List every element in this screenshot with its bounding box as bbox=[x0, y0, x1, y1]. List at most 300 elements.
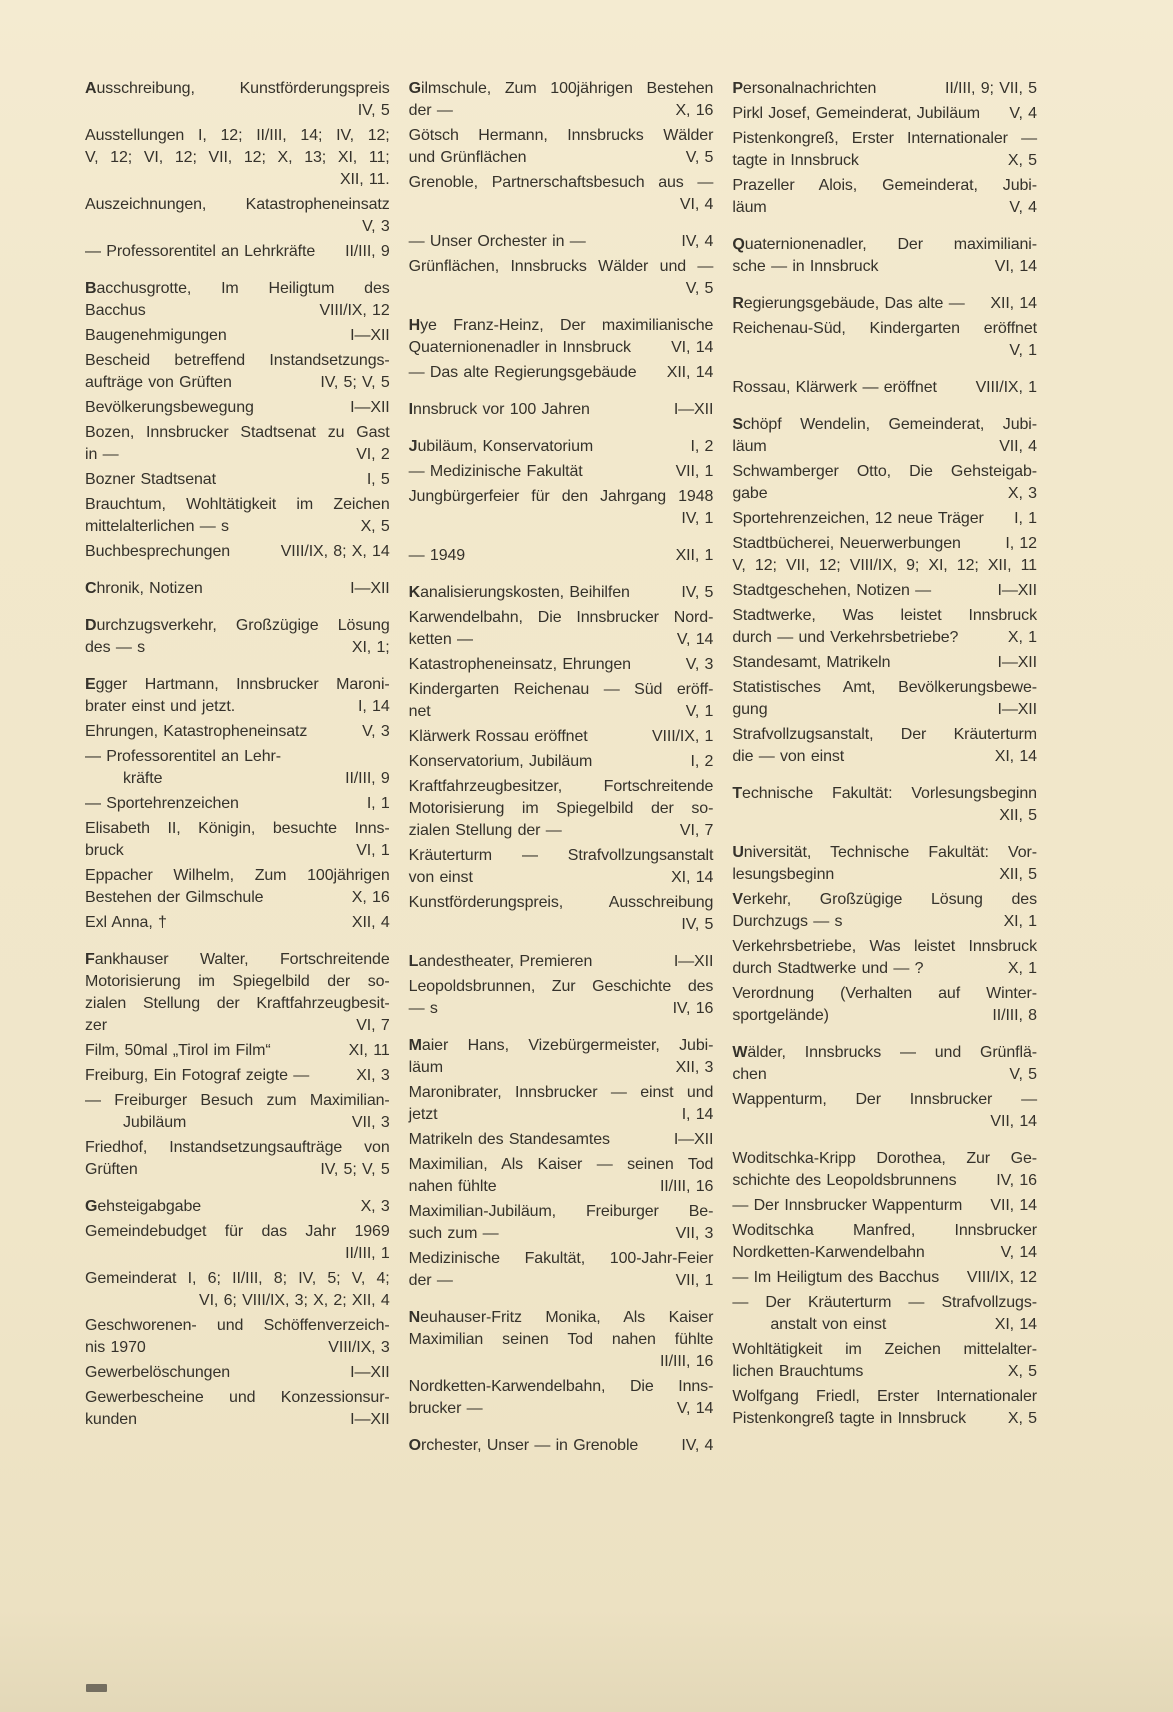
index-entry bbox=[732, 983, 1037, 1027]
entry-text: bruck bbox=[85, 842, 124, 859]
entry-line bbox=[409, 1435, 714, 1457]
index-entry bbox=[409, 1035, 714, 1079]
entry-text: Motorisierung im Spiegelbild der so- bbox=[85, 973, 390, 990]
entry-line bbox=[85, 516, 390, 538]
entry-text: Jungbürgerfeier für den Jahrgang 1948 bbox=[408, 488, 714, 505]
entry-text: brater einst und jetzt. bbox=[85, 698, 236, 715]
entry-text: Maximilian, Als Kaiser — seinen Tod bbox=[408, 1156, 714, 1173]
page-ref: IV, 5; V, 5 bbox=[320, 374, 390, 391]
entry-text: Maximilian-Jubiläum, Freiburger Be- bbox=[408, 1203, 714, 1220]
page-ref: VII, 3 bbox=[675, 1225, 714, 1242]
index-entry bbox=[409, 951, 714, 973]
entry-line bbox=[409, 545, 714, 567]
entry-line bbox=[85, 1040, 390, 1062]
index-entry bbox=[85, 674, 390, 718]
entry-line bbox=[409, 1057, 714, 1079]
entry-text: Bozner Stadtsenat bbox=[85, 471, 216, 488]
page-ref: XII, 3 bbox=[675, 1059, 714, 1076]
index-entry bbox=[732, 1292, 1037, 1336]
index-column-3 bbox=[732, 78, 1037, 1457]
entry-text: Gewerbelöschungen bbox=[85, 1364, 231, 1381]
entry-line bbox=[732, 103, 1037, 125]
entry-text: tagte in Innsbruck bbox=[732, 152, 859, 169]
group-lead-letter: K bbox=[408, 584, 421, 601]
page-ref: X, 5 bbox=[1007, 1410, 1037, 1427]
entry-text: Schöpf Wendelin, Gemeinderat, Jubi- bbox=[732, 416, 1037, 433]
entry-line bbox=[409, 231, 714, 253]
group-lead-letter: B bbox=[85, 280, 97, 297]
page-ref: V, 1 bbox=[685, 703, 714, 720]
index-entry bbox=[409, 726, 714, 748]
entry-line bbox=[85, 887, 390, 909]
entry-text: zialen Stellung der Kraftfahrzeugbesit- bbox=[85, 995, 390, 1012]
entry-text: läum bbox=[732, 438, 767, 455]
entry-text: Chronik, Notizen bbox=[85, 580, 203, 597]
page-ref: X, 16 bbox=[675, 102, 714, 119]
index-entry bbox=[85, 1196, 390, 1218]
index-entry bbox=[409, 1129, 714, 1151]
entry-text: Pistenkongreß tagte in Innsbruck bbox=[732, 1410, 967, 1427]
index-entry bbox=[732, 293, 1037, 315]
index-entry bbox=[85, 1040, 390, 1062]
page-ref: XII, 5 bbox=[999, 807, 1037, 824]
page-ref: XII, 4 bbox=[351, 914, 390, 931]
page-ref: XII, 14 bbox=[990, 295, 1037, 312]
group-lead-letter: F bbox=[85, 951, 95, 968]
entry-line bbox=[409, 582, 714, 604]
group-lead-letter: R bbox=[732, 295, 744, 312]
entry-text: Elisabeth II, Königin, besuchte Inns- bbox=[85, 820, 390, 837]
index-entry bbox=[85, 1268, 390, 1312]
entry-text: Leopoldsbrunnen, Zur Geschichte des bbox=[408, 978, 714, 995]
entry-text: schichte des Leopoldsbrunnens bbox=[732, 1172, 957, 1189]
entry-line bbox=[732, 746, 1037, 768]
index-entry bbox=[409, 1435, 714, 1457]
entry-text: Bescheid betreffend Instandsetzungs- bbox=[85, 352, 390, 369]
page-ref: V, 5 bbox=[1009, 1066, 1037, 1083]
page-ref: VI, 2 bbox=[356, 446, 390, 463]
entry-line bbox=[409, 1223, 714, 1245]
index-entry bbox=[85, 350, 390, 394]
index-entry bbox=[732, 78, 1037, 100]
entry-text: Bestehen der Gilmschule bbox=[85, 889, 264, 906]
index-entry bbox=[85, 125, 390, 191]
page-ref: I, 1 bbox=[366, 795, 390, 812]
index-entry bbox=[85, 397, 390, 419]
entry-line bbox=[85, 696, 390, 718]
index-entry bbox=[409, 1248, 714, 1292]
page-ref: IV, 5 bbox=[681, 584, 714, 601]
page-ref: IV, 4 bbox=[681, 1437, 714, 1454]
entry-text: durch — und Verkehrsbetriebe? bbox=[732, 629, 959, 646]
entry-text: in — bbox=[85, 446, 119, 463]
page-ref: XI, 3 bbox=[356, 1067, 390, 1084]
entry-line bbox=[85, 1196, 390, 1218]
entry-line bbox=[85, 578, 390, 600]
index-entry bbox=[732, 605, 1037, 649]
index-columns bbox=[85, 78, 1037, 1457]
entry-line bbox=[732, 483, 1037, 505]
page-ref: V, 5 bbox=[685, 149, 714, 166]
entry-text: Orchester, Unser — in Grenoble bbox=[408, 1437, 639, 1454]
page-ref: VI, 7 bbox=[356, 1017, 390, 1034]
index-entry bbox=[85, 615, 390, 659]
page-ref: V, 4 bbox=[1009, 199, 1037, 216]
page-ref: VII, 3 bbox=[351, 1114, 390, 1131]
entry-text: Quaternionenadler, Der maximiliani- bbox=[732, 236, 1037, 253]
page-ref: IV, 5 bbox=[357, 102, 390, 119]
group-lead-letter: C bbox=[85, 580, 97, 597]
entry-text: Quaternionenadler in Innsbruck bbox=[408, 339, 631, 356]
entry-line bbox=[409, 998, 714, 1020]
entry-text: Eppacher Wilhelm, Zum 100jährigen bbox=[85, 867, 390, 884]
index-entry bbox=[732, 377, 1037, 399]
index-entry bbox=[409, 679, 714, 723]
page-ref: I, 14 bbox=[681, 1106, 714, 1123]
group-lead-letter: Q bbox=[732, 236, 745, 253]
group-lead-letter: M bbox=[408, 1037, 422, 1054]
index-entry bbox=[85, 194, 390, 238]
index-entry bbox=[85, 578, 390, 600]
entry-text: Motorisierung im Spiegelbild der so- bbox=[408, 800, 714, 817]
entry-line bbox=[409, 436, 714, 458]
entry-line bbox=[732, 377, 1037, 399]
index-entry bbox=[85, 241, 390, 263]
print-registration-mark bbox=[86, 1684, 107, 1692]
page-ref: II/III, 16 bbox=[659, 1353, 714, 1370]
index-entry bbox=[409, 1376, 714, 1420]
entry-text: brucker — bbox=[408, 1400, 483, 1417]
group-lead-letter: T bbox=[732, 785, 743, 802]
page-ref: X, 3 bbox=[1007, 485, 1037, 502]
page-ref: II/III, 9; VII, 5 bbox=[944, 80, 1037, 97]
entry-text: Ehrungen, Katastropheneinsatz bbox=[85, 723, 308, 740]
page-ref: I, 2 bbox=[690, 438, 714, 455]
entry-text: Friedhof, Instandsetzungsaufträge von bbox=[85, 1139, 390, 1156]
page-ref: IV, 5; V, 5 bbox=[320, 1161, 390, 1178]
group-lead-letter: D bbox=[85, 617, 97, 634]
index-entry bbox=[732, 128, 1037, 172]
index-entry bbox=[409, 1154, 714, 1198]
group-lead-letter: E bbox=[85, 676, 96, 693]
index-entry bbox=[732, 533, 1037, 577]
page-ref: VIII/IX, 12 bbox=[319, 302, 390, 319]
page-ref: VIII/IX, 12 bbox=[966, 1269, 1037, 1286]
entry-text: Freiburg, Ein Fotograf zeigte — bbox=[85, 1067, 310, 1084]
index-entry bbox=[85, 1090, 390, 1134]
index-entry bbox=[409, 845, 714, 889]
entry-text: Bozen, Innsbrucker Stadtsenat zu Gast bbox=[85, 424, 390, 441]
entry-text: Kunstförderungspreis, Ausschreibung bbox=[408, 894, 714, 911]
index-entry bbox=[409, 1307, 714, 1373]
entry-line bbox=[409, 1129, 714, 1151]
index-entry bbox=[85, 1387, 390, 1431]
entry-text: nis 1970 bbox=[85, 1339, 146, 1356]
index-entry bbox=[409, 315, 714, 359]
page-ref: XI, 14 bbox=[994, 1316, 1037, 1333]
page-ref: VI, 4 bbox=[679, 196, 714, 213]
index-entry bbox=[409, 486, 714, 530]
entry-line bbox=[85, 325, 390, 347]
entry-line bbox=[409, 1104, 714, 1126]
entry-text: — Das alte Regierungsgebäude bbox=[408, 364, 637, 381]
entry-text: durch Stadtwerke und — ? bbox=[732, 960, 924, 977]
entry-text: Landestheater, Premieren bbox=[408, 953, 593, 970]
entry-text: sportgelände) bbox=[732, 1007, 829, 1024]
page-ref: I, 2 bbox=[690, 753, 714, 770]
entry-line bbox=[85, 1337, 390, 1359]
page-ref: I, 12 bbox=[1005, 535, 1037, 552]
entry-line bbox=[732, 1314, 1037, 1336]
entry-text: V, 12; VII, 12; VIII/IX, 9; XI, 12; XII, 11 bbox=[732, 557, 1037, 574]
entry-text: Personalnachrichten bbox=[732, 80, 877, 97]
index-entry bbox=[85, 469, 390, 491]
entry-line bbox=[732, 1170, 1037, 1192]
index-entry bbox=[85, 1221, 390, 1265]
entry-text: Stadtbücherei, Neuerwerbungen bbox=[732, 535, 961, 552]
entry-text: Gehsteigabgabe bbox=[85, 1198, 202, 1215]
index-entry bbox=[732, 1148, 1037, 1192]
page-ref: VI, 1 bbox=[356, 842, 390, 859]
index-entry bbox=[85, 912, 390, 934]
entry-text: Jubiläum bbox=[123, 1114, 187, 1131]
entry-line bbox=[732, 864, 1037, 886]
entry-text: — Sportehrenzeichen bbox=[85, 795, 239, 812]
page-ref: II/III, 16 bbox=[659, 1178, 714, 1195]
entry-text: Woditschka-Kripp Dorothea, Zur Ge- bbox=[732, 1150, 1037, 1167]
index-entry bbox=[409, 436, 714, 458]
entry-text: Buchbesprechungen bbox=[85, 543, 231, 560]
entry-text: sche — in Innsbruck bbox=[732, 258, 879, 275]
page-ref: II/III, 8 bbox=[992, 1007, 1037, 1024]
entry-text: Grünflächen, Innsbrucks Wälder und — bbox=[408, 258, 714, 275]
entry-line bbox=[85, 1409, 390, 1431]
entry-line bbox=[85, 241, 390, 263]
entry-line bbox=[409, 100, 714, 122]
entry-text: — Im Heiligtum des Bacchus bbox=[732, 1269, 940, 1286]
index-entry bbox=[732, 677, 1037, 721]
index-entry bbox=[409, 125, 714, 169]
page-ref: XI, 1; bbox=[351, 639, 390, 656]
entry-text: V, 12; VI, 12; VII, 12; X, 13; XI, 11; bbox=[85, 149, 390, 166]
group-lead-letter: U bbox=[732, 844, 744, 861]
entry-text: anstalt von einst bbox=[770, 1316, 887, 1333]
entry-line bbox=[732, 1408, 1037, 1430]
page-ref: X, 5 bbox=[1007, 152, 1037, 169]
page-ref: V, 14 bbox=[676, 1400, 714, 1417]
index-entry bbox=[732, 234, 1037, 278]
index-entry bbox=[732, 103, 1037, 125]
entry-line bbox=[732, 256, 1037, 278]
entry-text: nahen fühlte bbox=[408, 1178, 497, 1195]
entry-text: Götsch Hermann, Innsbrucks Wälder bbox=[408, 127, 714, 144]
page-ref: V, 4 bbox=[1009, 105, 1037, 122]
entry-line bbox=[732, 293, 1037, 315]
entry-text: Stadtwerke, Was leistet Innsbruck bbox=[732, 607, 1037, 624]
page-ref: VIII/IX, 8; X, 14 bbox=[280, 543, 390, 560]
entry-text: Standesamt, Matrikeln bbox=[732, 654, 891, 671]
index-entry bbox=[732, 1220, 1037, 1264]
entry-text: Bevölkerungsbewegung bbox=[85, 399, 254, 416]
index-entry bbox=[85, 422, 390, 466]
group-lead-letter: S bbox=[732, 416, 743, 433]
page-ref: IV, 16 bbox=[672, 1000, 714, 1017]
entry-text: gung bbox=[732, 701, 768, 718]
page-ref: XII, 11. bbox=[339, 171, 390, 188]
index-entry bbox=[85, 1362, 390, 1384]
group-lead-letter: G bbox=[85, 1198, 98, 1215]
page-ref: I, 14 bbox=[358, 698, 390, 715]
page-ref: V, 5 bbox=[685, 280, 714, 297]
index-entry bbox=[732, 1195, 1037, 1217]
index-entry bbox=[409, 461, 714, 483]
group-lead-letter: J bbox=[408, 438, 418, 455]
page-ref: VIII/IX, 3 bbox=[328, 1339, 390, 1356]
group-lead-letter: N bbox=[408, 1309, 421, 1326]
page-ref: V, 14 bbox=[1000, 1244, 1037, 1261]
entry-text: die — von einst bbox=[732, 748, 845, 765]
entry-text: Baugenehmigungen bbox=[85, 327, 227, 344]
entry-line bbox=[732, 1267, 1037, 1289]
page-ref: I—XII bbox=[350, 327, 390, 344]
entry-text: läum bbox=[408, 1059, 443, 1076]
index-entry bbox=[732, 175, 1037, 219]
entry-text: Wolfgang Friedl, Erster Internationaler bbox=[732, 1388, 1037, 1405]
entry-text: Medizinische Fakultät, 100-Jahr-Feier bbox=[408, 1250, 714, 1267]
entry-text: Pirkl Josef, Gemeinderat, Jubiläum bbox=[732, 105, 981, 122]
page-ref: VI, 7 bbox=[679, 822, 714, 839]
group-lead-letter: H bbox=[408, 317, 421, 334]
entry-line bbox=[409, 654, 714, 676]
entry-line bbox=[409, 362, 714, 384]
entry-line bbox=[85, 793, 390, 815]
entry-text: — 1949 bbox=[408, 547, 466, 564]
entry-text: Matrikeln des Standesamtes bbox=[408, 1131, 610, 1148]
entry-text: Maximilian seinen Tod nahen fühlte bbox=[408, 1331, 714, 1348]
page-ref: XII, 5 bbox=[999, 866, 1037, 883]
index-entry bbox=[409, 231, 714, 253]
entry-text: des — s bbox=[85, 639, 145, 656]
index-entry bbox=[409, 582, 714, 604]
entry-text: Reichenau-Süd, Kindergarten eröffnet bbox=[732, 320, 1037, 337]
entry-text: Bacchusgrotte, Im Heiligtum des bbox=[85, 280, 390, 297]
entry-text: Hye Franz-Heinz, Der maximilianische bbox=[408, 317, 714, 334]
entry-text: Sportehrenzeichen, 12 neue Träger bbox=[732, 510, 984, 527]
entry-text: Wohltätigkeit im Zeichen mittelalter- bbox=[732, 1341, 1037, 1358]
page-ref: VIII/IX, 1 bbox=[651, 728, 714, 745]
entry-text: zer bbox=[85, 1017, 107, 1034]
entry-text: Jubiläum, Konservatorium bbox=[408, 438, 594, 455]
page-ref: I—XII bbox=[350, 1411, 390, 1428]
page-ref: VI, 14 bbox=[671, 339, 714, 356]
page-ref: I—XII bbox=[673, 401, 714, 418]
page-ref: I—XII bbox=[350, 399, 390, 416]
page-ref: X, 5 bbox=[1007, 1363, 1037, 1380]
entry-text: Film, 50mal „Tirol im Film“ bbox=[85, 1042, 271, 1059]
page-ref: I—XII bbox=[997, 654, 1037, 671]
entry-line bbox=[85, 444, 390, 466]
entry-text: Durchzugs — s bbox=[732, 913, 843, 930]
entry-line bbox=[409, 820, 714, 842]
page-ref: VII, 4 bbox=[999, 438, 1037, 455]
entry-line bbox=[85, 721, 390, 743]
page-ref: XI, 14 bbox=[994, 748, 1037, 765]
page-ref: XI, 1 bbox=[1003, 913, 1037, 930]
entry-text: Karwendelbahn, Die Innsbrucker Nord- bbox=[408, 609, 714, 626]
entry-text: lichen Brauchtums bbox=[732, 1363, 864, 1380]
entry-line bbox=[732, 627, 1037, 649]
page-ref: VII, 14 bbox=[990, 1113, 1037, 1130]
entry-text: Durchzugsverkehr, Großzügige Lösung bbox=[85, 617, 390, 634]
entry-line bbox=[85, 469, 390, 491]
group-lead-letter: L bbox=[408, 953, 419, 970]
entry-text: — s bbox=[408, 1000, 438, 1017]
index-entry bbox=[85, 541, 390, 563]
page-ref: V, 14 bbox=[676, 631, 714, 648]
entry-text: — Professorentitel an Lehrkräfte bbox=[85, 243, 316, 260]
entry-line bbox=[85, 541, 390, 563]
index-entry bbox=[732, 724, 1037, 768]
entry-text: Ausstellungen I, 12; II/III, 14; IV, 12; bbox=[85, 127, 390, 144]
group-lead-letter: W bbox=[732, 1044, 748, 1061]
index-entry bbox=[732, 1339, 1037, 1383]
index-entry bbox=[409, 362, 714, 384]
entry-line bbox=[409, 461, 714, 483]
index-entry bbox=[732, 318, 1037, 362]
entry-text: chen bbox=[732, 1066, 767, 1083]
entry-text: Fankhauser Walter, Fortschreitende bbox=[85, 951, 390, 968]
page-ref: I, 1 bbox=[1014, 510, 1037, 527]
entry-text: Gewerbescheine und Konzessionsur- bbox=[85, 1389, 390, 1406]
entry-line bbox=[409, 1270, 714, 1292]
entry-line bbox=[85, 840, 390, 862]
index-entry bbox=[732, 936, 1037, 980]
page-ref: XI, 11 bbox=[348, 1042, 390, 1059]
index-entry bbox=[409, 607, 714, 651]
entry-text: net bbox=[408, 703, 431, 720]
entry-text: Woditschka Manfred, Innsbrucker bbox=[732, 1222, 1037, 1239]
entry-text: Statistisches Amt, Bevölkerungsbewe- bbox=[732, 679, 1037, 696]
page-ref: I—XII bbox=[350, 1364, 390, 1381]
page-ref: X, 16 bbox=[351, 889, 390, 906]
page-ref: V, 3 bbox=[685, 656, 714, 673]
entry-text: Regierungsgebäude, Das alte — bbox=[732, 295, 965, 312]
page-ref: V, 3 bbox=[362, 218, 390, 235]
entry-text: Egger Hartmann, Innsbrucker Maroni- bbox=[85, 676, 390, 693]
group-lead-letter: A bbox=[85, 80, 97, 97]
entry-line bbox=[732, 699, 1037, 721]
entry-text: jetzt bbox=[408, 1106, 438, 1123]
entry-line bbox=[732, 958, 1037, 980]
page-ref: X, 1 bbox=[1007, 629, 1037, 646]
entry-line bbox=[85, 912, 390, 934]
entry-line bbox=[732, 150, 1037, 172]
entry-text: der — bbox=[408, 1272, 453, 1289]
page-ref: I—XII bbox=[350, 580, 390, 597]
entry-line bbox=[409, 751, 714, 773]
page-ref: V, 3 bbox=[362, 723, 390, 740]
entry-line bbox=[85, 1159, 390, 1181]
page-ref: I—XII bbox=[673, 953, 714, 970]
index-entry bbox=[732, 1042, 1037, 1086]
entry-line bbox=[732, 580, 1037, 602]
page-ref: I—XII bbox=[997, 582, 1037, 599]
entry-line bbox=[732, 1195, 1037, 1217]
entry-text: Kraftfahrzeugbesitzer, Fortschreitende bbox=[408, 778, 714, 795]
entry-text: ketten — bbox=[408, 631, 473, 648]
group-lead-letter: G bbox=[408, 80, 422, 97]
entry-line bbox=[409, 951, 714, 973]
